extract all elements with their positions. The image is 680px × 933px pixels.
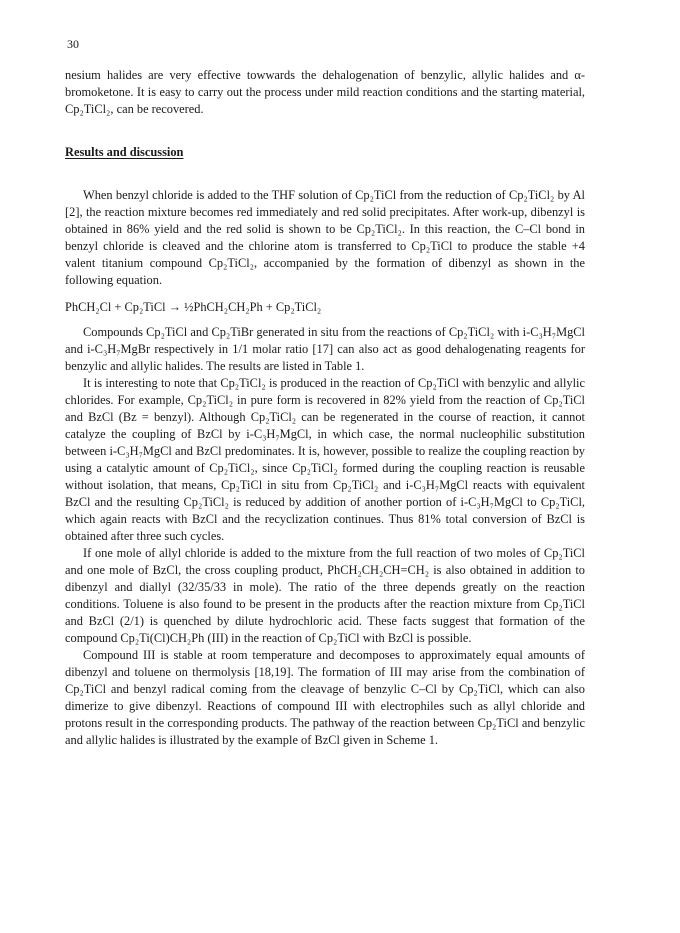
chemical-equation: PhCH₂Cl + Cp₂TiCl → ½PhCH₂CH₂Ph + Cp₂TiCl₂ xyxy=(65,300,322,314)
article-body xyxy=(65,67,585,749)
paragraph-5: Compound III is stable at room temperature and decomposes to approximately equal amounts of dibenzyl and toluene on thermolysis [18,19]. The formation of III may arise from the combination of Cp₂TiCl and benzyl radical coming from the cleavage of benzylic C–Cl by Cp₂TiCl, which can also dimerize to give dibenzyl. Reactions of compound III with electrophiles such as allyl chloride and protons result in the corresponding products. The pathway of the reaction between Cp₂TiCl and benzylic and allylic halides is illustrated by the example of BzCl given in Scheme 1. xyxy=(65,648,585,747)
section-heading: Results and discussion xyxy=(65,145,184,159)
intro-paragraph: nesium halides are very effective towwards the dehalogenation of benzylic, allylic halides and α-bromoketone. It is easy to carry out the process under mild reaction conditions and the starting material, Cp₂TiCl₂, can be recovered. xyxy=(65,68,585,116)
paragraph-4: If one mole of allyl chloride is added to the mixture from the full reaction of two moles of Cp₂TiCl and one mole of BzCl, the cross coupling product, PhCH₂CH₂CH=CH₂ is also obtained in addition to dibenzyl and diallyl (32/35/33 in mole). The ratio of the three depends greatly on the reaction conditions. Toluene is also found to be present in the products after the reaction mixture from Cp₂TiCl and BzCl (2/1) is quenched by dilute hydrochloric acid. These facts suggest that formation of the compound Cp₂Ti(Cl)CH₂Ph (III) in the reaction of Cp₂TiCl with BzCl is possible. xyxy=(65,546,585,645)
page-number: 30 xyxy=(67,37,79,51)
paragraph-1: When benzyl chloride is added to the THF solution of Cp₂TiCl from the reduction of Cp₂TiCl₂ by Al [2], the reaction mixture becomes red immediately and red solid precipitates. After work-up, dibenzyl is obtained in 86% yield and the red solid is shown to be Cp₂TiCl₂. In this reaction, the C–Cl bond in benzyl chloride is cleaved and the chlorine atom is transferred to Cp₂TiCl to produce the stable +4 valent titanium compound Cp₂TiCl₂, accompanied by the formation of dibenzyl as shown in the following equation. xyxy=(65,188,585,287)
paragraph-2: Compounds Cp₂TiCl and Cp₂TiBr generated in situ from the reactions of Cp₂TiCl₂ with i-C₃H₇MgCl and i-C₃H₇MgBr respectively in 1/1 molar ratio [17] can also act as good dehalogenating reagents for benzylic and allylic halides. The results are listed in Table 1. xyxy=(65,325,585,373)
paragraph-3: It is interesting to note that Cp₂TiCl₂ is produced in the reaction of Cp₂TiCl with benzylic and allylic chlorides. For example, Cp₂TiCl₂ in pure form is recovered in 82% yield from the reaction of Cp₂TiCl and BzCl (Bz = benzyl). Although Cp₂TiCl₂ can be regenerated in the course of reaction, it cannot catalyze the coupling of BzCl by i-C₃H₇MgCl, in which case, the normal nucleophilic substitution between i-C₃H₇MgCl and BzCl predominates. It is, however, possible to realize the coupling reaction by using a catalytic amount of Cp₂TiCl₂, since Cp₂TiCl₂ formed during the coupling reaction is reusable without isolation, that means, Cp₂TiCl in situ from Cp₂TiCl₂ and i-C₃H₇MgCl reacts with equivalent BzCl and the resulting Cp₂TiCl₂ is reduced by addition of another portion of i-C₃H₇MgCl to Cp₂TiCl, which again reacts with BzCl and the recyclization continues. Thus 81% total conversion of BzCl is obtained after three such cycles. xyxy=(65,376,585,543)
